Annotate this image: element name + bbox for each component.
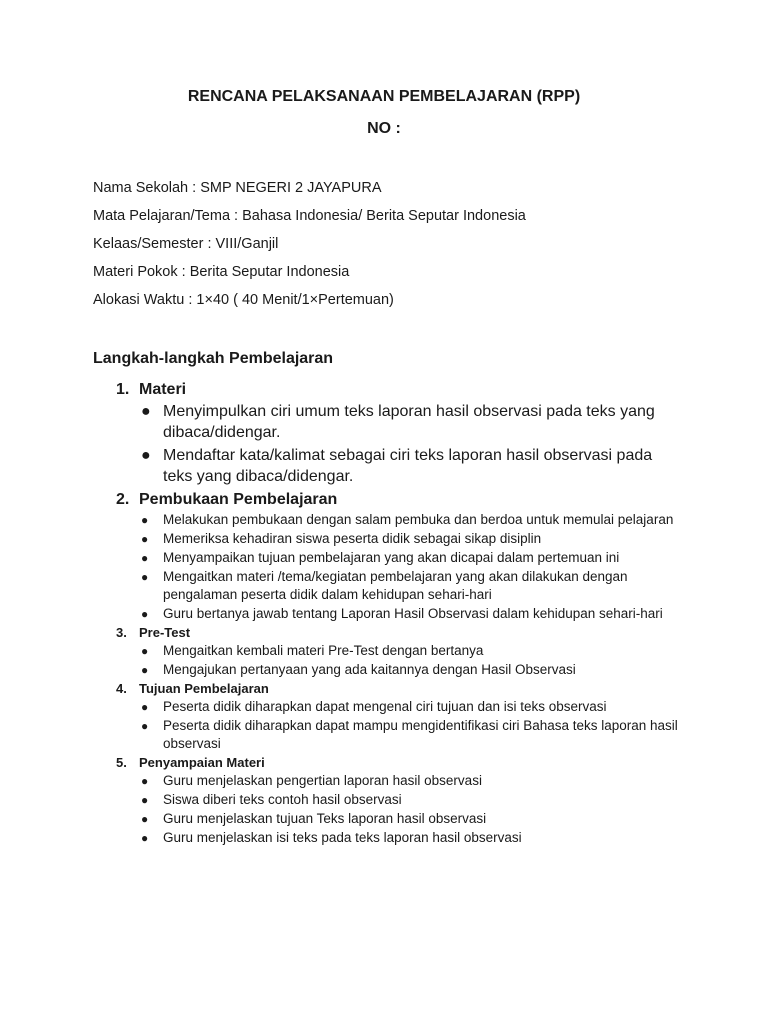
list-item: ● Mengaitkan materi /tema/kegiatan pembelajaran yang akan dilakukan dengan pengalaman peserta didik dalam kehidupan sehari-hari [141, 569, 628, 602]
info-time-allocation: Alokasi Waktu : 1×40 ( 40 Menit/1×Pertemuan) [93, 292, 394, 308]
step-number: 4. [116, 681, 127, 696]
step-title: Materi [139, 381, 187, 398]
bullet-list [139, 698, 768, 753]
document-title: RENCANA PELAKSANAAN PEMBELAJARAN (RPP) [187, 88, 581, 105]
step-pre-test [0, 624, 768, 679]
bullet-icon: ● [141, 447, 151, 464]
bullet-icon: ● [141, 644, 149, 658]
bullet-icon: ● [141, 570, 149, 584]
info-subject: Mata Pelajaran/Tema : Bahasa Indonesia/ Berita Seputar Indonesia [93, 208, 526, 224]
step-pembukaan [0, 489, 768, 623]
bullet-list [139, 511, 768, 623]
step-title: Pembukaan Pembelajaran [139, 491, 338, 508]
list-item: ● Mendaftar kata/kalimat sebagai ciri teks laporan hasil observasi pada teks yang dibaca/didengar. [141, 447, 653, 485]
bullet-list [139, 401, 768, 487]
step-number: 3. [116, 625, 127, 640]
info-list [93, 180, 526, 320]
list-item: ● Peserta didik diharapkan dapat mampu mengidentifikasi ciri Bahasa teks laporan hasil observasi [141, 718, 678, 751]
info-class-semester: Kelaas/Semester : VIII/Ganjil [93, 236, 279, 252]
bullet-icon: ● [141, 551, 149, 565]
bullet-icon: ● [141, 700, 149, 714]
step-materi [0, 379, 768, 487]
bullet-list [139, 772, 768, 847]
bullet-icon: ● [141, 663, 149, 677]
list-item: ● Guru bertanya jawab tentang Laporan Hasil Observasi dalam kehidupan sehari-hari [141, 606, 663, 621]
bullet-list [139, 642, 768, 679]
step-number: 1. [116, 381, 130, 398]
bullet-icon: ● [141, 719, 149, 733]
bullet-icon: ● [141, 513, 149, 527]
document-number: NO : [367, 120, 401, 137]
bullet-icon: ● [141, 532, 149, 546]
info-topic: Materi Pokok : Berita Seputar Indonesia [93, 264, 350, 280]
bullet-icon: ● [141, 812, 149, 826]
step-title: Tujuan Pembelajaran [139, 681, 269, 696]
step-number: 2. [116, 491, 130, 508]
list-item: ● Guru menjelaskan pengertian laporan hasil observasi [141, 773, 482, 788]
list-item: ● Melakukan pembukaan dengan salam pembuka dan berdoa untuk memulai pelajaran [141, 512, 674, 527]
bullet-icon: ● [141, 831, 149, 845]
step-title: Penyampaian Materi [139, 755, 265, 770]
step-penyampaian [0, 754, 768, 847]
bullet-icon: ● [141, 607, 149, 621]
step-number: 5. [116, 755, 127, 770]
list-item: ● Memeriksa kehadiran siswa peserta didik sebagai sikap disiplin [141, 531, 542, 546]
list-item: ● Guru menjelaskan tujuan Teks laporan hasil observasi [141, 811, 487, 826]
list-item: ● Menyampaikan tujuan pembelajaran yang akan dicapai dalam pertemuan ini [141, 550, 620, 565]
list-item: ● Siswa diberi teks contoh hasil observasi [141, 792, 402, 807]
bullet-icon: ● [141, 403, 151, 420]
list-item: ● Menyimpulkan ciri umum teks laporan hasil observasi pada teks yang dibaca/didengar. [141, 403, 655, 441]
steps-list [0, 379, 768, 848]
bullet-icon: ● [141, 793, 149, 807]
step-tujuan [0, 680, 768, 753]
step-title: Pre-Test [139, 625, 191, 640]
list-item: ● Mengaitkan kembali materi Pre-Test dengan bertanya [141, 643, 484, 658]
info-school: Nama Sekolah : SMP NEGERI 2 JAYAPURA [93, 180, 382, 196]
list-item: ● Guru menjelaskan isi teks pada teks laporan hasil observasi [141, 830, 522, 845]
list-item: ● Peserta didik diharapkan dapat mengenal ciri tujuan dan isi teks observasi [141, 699, 607, 714]
section-heading: Langkah-langkah Pembelajaran [93, 350, 334, 367]
list-item: ● Mengajukan pertanyaan yang ada kaitannya dengan Hasil Observasi [141, 662, 576, 677]
bullet-icon: ● [141, 774, 149, 788]
